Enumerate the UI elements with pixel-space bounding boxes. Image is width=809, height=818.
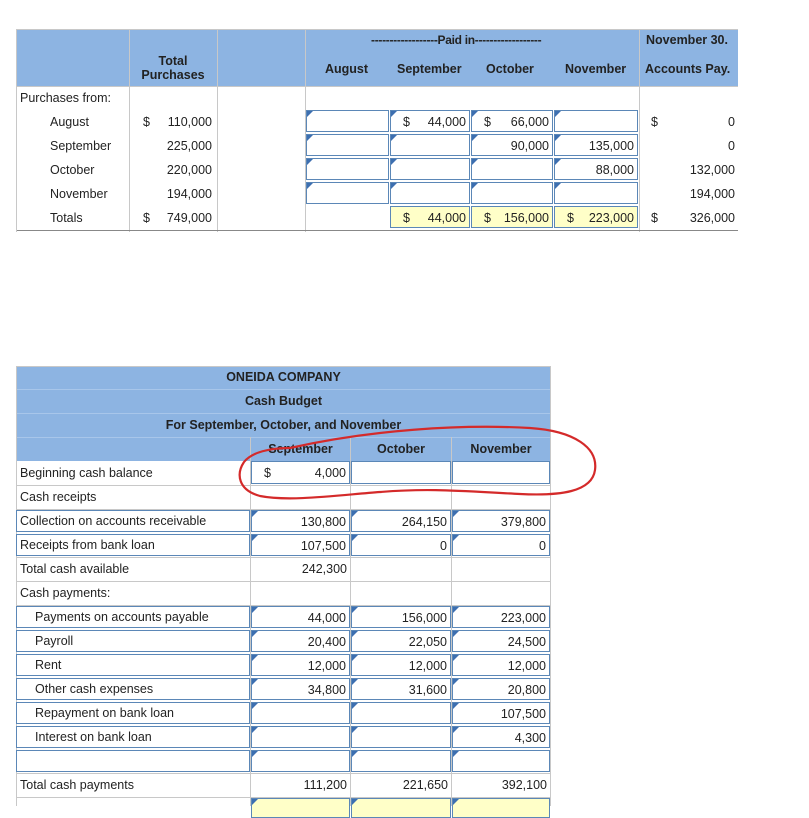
value: 0 [539, 539, 546, 553]
row-label-box [16, 630, 250, 652]
row-label: August [50, 115, 89, 129]
november-total-payments: 392,100 [501, 778, 547, 792]
row-label: October [50, 163, 95, 177]
row-label: Interest on bank loan [35, 730, 152, 744]
row-label: Collection on accounts receivable [20, 514, 207, 528]
september-payment-input[interactable] [251, 702, 350, 724]
row-label: November [50, 187, 108, 201]
budget-period: For September, October, and November [165, 418, 402, 432]
value: 20,400 [307, 635, 346, 649]
october-payment-input[interactable] [351, 726, 451, 748]
red-annotation-circle [230, 418, 605, 508]
october-loan-input[interactable] [351, 534, 451, 556]
accounts-pay-value: 0 [728, 139, 735, 153]
row-label: Payroll [35, 634, 74, 648]
october-paid-value: 66,000 [510, 115, 549, 129]
currency-symbol: $ [403, 211, 410, 225]
value: 130,800 [300, 515, 346, 529]
accounts-pay-value: 0 [728, 115, 735, 129]
september-total-payments: 111,200 [303, 778, 347, 792]
total-purchases-header: Total Purchases [141, 54, 205, 82]
september-payment-input[interactable] [251, 606, 350, 628]
september-payment-input[interactable] [251, 750, 350, 772]
value: 44,000 [307, 611, 346, 625]
row-label: Rent [35, 658, 62, 672]
november-paid-input[interactable] [554, 158, 638, 180]
currency-symbol: $ [484, 115, 491, 129]
budget-title: Cash Budget [244, 394, 323, 408]
value: 0 [440, 539, 447, 553]
company-name: ONEIDA COMPANY [226, 370, 341, 384]
november-col-header: November [470, 442, 532, 456]
currency-symbol: $ [567, 211, 574, 225]
currency-symbol: $ [143, 211, 150, 225]
currency-symbol: $ [403, 115, 410, 129]
september-paid-input[interactable] [390, 182, 470, 204]
august-paid-input[interactable] [306, 158, 389, 180]
october-payment-input[interactable] [351, 606, 451, 628]
row-label: Totals [50, 211, 83, 225]
paid-in-header: ------------------Paid in------------------ [371, 33, 542, 47]
september-ending-input[interactable] [251, 798, 350, 818]
row-label-box [16, 534, 250, 556]
november-payment-input[interactable] [452, 654, 550, 676]
october-total-payments: 221,650 [402, 778, 448, 792]
purchases-from-label: Purchases from: [20, 91, 112, 105]
october-collection-input[interactable] [351, 510, 451, 532]
september-collection-input[interactable] [251, 510, 350, 532]
row-label-box [16, 702, 250, 724]
currency-symbol: $ [143, 115, 150, 129]
row-label: Beginning cash balance [20, 466, 153, 480]
total-purchases-value: 110,000 [167, 115, 212, 129]
currency-symbol: $ [651, 211, 658, 225]
value: 12,000 [307, 659, 346, 673]
september-total-cell [390, 206, 470, 228]
cash-payments-label: Cash payments: [20, 586, 111, 600]
october-header: October [486, 62, 534, 76]
value: 4,000 [314, 466, 346, 480]
accounts-pay-value: 194,000 [689, 187, 735, 201]
currency-symbol: $ [651, 115, 658, 129]
value: 379,800 [500, 515, 546, 529]
accounts-pay-value: 326,000 [689, 211, 735, 225]
value: 156,000 [401, 611, 447, 625]
october-ending-input[interactable] [351, 798, 451, 818]
november-header: November [565, 62, 627, 76]
november-ending-input[interactable] [452, 798, 550, 818]
row-label: Total cash available [20, 562, 130, 576]
row-label: Other cash expenses [35, 682, 154, 696]
october-paid-input[interactable] [471, 134, 553, 156]
value: 264,150 [401, 515, 447, 529]
october-payment-input[interactable] [351, 702, 451, 724]
value: 107,500 [500, 707, 546, 721]
october-paid-input[interactable] [471, 158, 553, 180]
october-col-header: October [377, 442, 425, 456]
total-purchases-value: 225,000 [166, 139, 212, 153]
accounts-pay-header: Accounts Pay. [645, 62, 731, 76]
november-paid-value: 88,000 [595, 163, 634, 177]
september-paid-input[interactable] [390, 158, 470, 180]
value: 4,300 [514, 731, 546, 745]
september-total-value: 44,000 [427, 211, 466, 225]
august-paid-input[interactable] [306, 110, 389, 132]
value: 107,500 [300, 539, 346, 553]
row-label-box [16, 678, 250, 700]
row-label-box [16, 654, 250, 676]
october-payment-input[interactable] [351, 678, 451, 700]
currency-symbol: $ [264, 466, 271, 480]
row-label: September [50, 139, 112, 153]
cash-receipts-label: Cash receipts [20, 490, 97, 504]
october-payment-input[interactable] [351, 654, 451, 676]
row-label-box [16, 606, 250, 628]
september-payment-input[interactable] [251, 654, 350, 676]
november-total-cell [554, 206, 638, 228]
november-loan-input[interactable] [452, 534, 550, 556]
value: 31,600 [408, 683, 447, 697]
september-total-available: 242,300 [301, 562, 347, 576]
total-purchases-value: 194,000 [166, 187, 212, 201]
total-purchases-value: 220,000 [166, 163, 212, 177]
value: 34,800 [307, 683, 346, 697]
september-payment-input[interactable] [251, 630, 350, 652]
october-payment-input[interactable] [351, 630, 451, 652]
row-label: Total cash payments [20, 778, 134, 792]
nov30-header: November 30. [646, 33, 728, 47]
october-total-value: 156,000 [503, 211, 549, 225]
value: 24,500 [507, 635, 546, 649]
september-header: September [397, 62, 462, 76]
november-payment-input[interactable] [452, 606, 550, 628]
september-payment-input[interactable] [251, 678, 350, 700]
august-paid-input[interactable] [306, 182, 389, 204]
november-total-value: 223,000 [588, 211, 634, 225]
september-paid-value: 44,000 [427, 115, 466, 129]
november-payment-input[interactable] [452, 750, 550, 772]
value: 22,050 [408, 635, 447, 649]
november-paid-input[interactable] [554, 110, 638, 132]
october-paid-value: 90,000 [510, 139, 549, 153]
august-paid-input[interactable] [306, 134, 389, 156]
november-paid-input[interactable] [554, 134, 638, 156]
november-payment-input[interactable] [452, 702, 550, 724]
september-paid-input[interactable] [390, 110, 470, 132]
november-payment-input[interactable] [452, 726, 550, 748]
row-label: Repayment on bank loan [35, 706, 174, 720]
value: 12,000 [507, 659, 546, 673]
november-collection-input[interactable] [452, 510, 550, 532]
currency-symbol: $ [484, 211, 491, 225]
november-payment-input[interactable] [452, 678, 550, 700]
september-payment-input[interactable] [251, 726, 350, 748]
september-loan-input[interactable] [251, 534, 350, 556]
row-label: Payments on accounts payable [35, 610, 209, 624]
row-label-box [16, 726, 250, 748]
september-paid-input[interactable] [390, 134, 470, 156]
blank-label-input[interactable] [16, 750, 250, 772]
total-purchases-value: 749,000 [166, 211, 212, 225]
row-label-box [16, 510, 250, 532]
value: 12,000 [408, 659, 447, 673]
row-label: Receipts from bank loan [20, 538, 155, 552]
accounts-pay-value: 132,000 [689, 163, 735, 177]
october-paid-input[interactable] [471, 110, 553, 132]
november-payment-input[interactable] [452, 630, 550, 652]
value: 223,000 [500, 611, 546, 625]
november-paid-value: 135,000 [588, 139, 634, 153]
august-header: August [325, 62, 369, 76]
october-total-cell [471, 206, 553, 228]
september-col-header: September [268, 442, 333, 456]
october-payment-input[interactable] [351, 750, 451, 772]
november-paid-input[interactable] [554, 182, 638, 204]
value: 20,800 [507, 683, 546, 697]
october-paid-input[interactable] [471, 182, 553, 204]
